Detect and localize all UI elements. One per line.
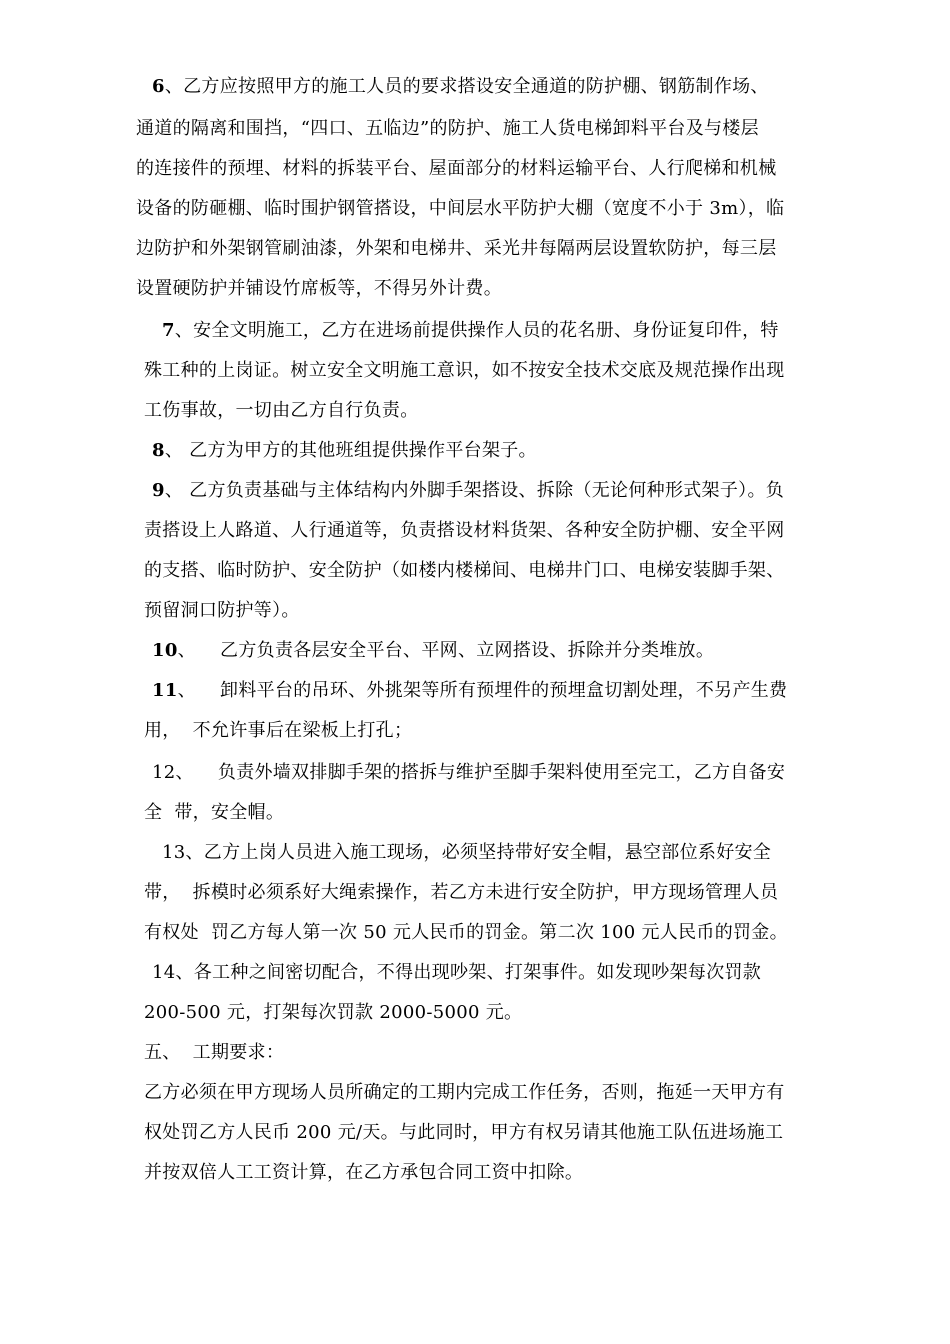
item-7-number: 7 [162, 320, 175, 341]
item-6-line-2: 通道的隔离和围挡，“四口、五临边”的防护、施工人货电梯卸料平台及与楼层 [136, 118, 759, 139]
section-5-line-3: 并按双倍人工工资计算，在乙方承包合同工资中扣除。 [144, 1162, 584, 1183]
item-8-line-1: 8、 乙方为甲方的其他班组提供操作平台架子。 [152, 440, 537, 461]
item-9-line-4: 预留洞口防护等）。 [144, 600, 300, 621]
item-7-line-3: 工伤事故，一切由乙方自行负责。 [144, 400, 419, 421]
item-7-line-1: 7、安全文明施工，乙方在进场前提供操作人员的花名册、身份证复印件，特 [162, 320, 779, 341]
item-8-number: 8 [152, 440, 165, 461]
item-14-line-2: 200-500 元，打架每次罚款 2000-5000 元。 [144, 1002, 523, 1023]
item-6-line-1: 6、乙方应按照甲方的施工人员的要求搭设安全通道的防护棚、钢筋制作场、 [152, 76, 769, 97]
item-10-number: 10 [152, 640, 178, 661]
item-6-number: 6 [152, 76, 165, 97]
section-5-heading: 五、 工期要求： [144, 1042, 285, 1063]
item-12-line-1: 12、 负责外墙双排脚手架的搭拆与维护至脚手架料使用至完工，乙方自备安 [152, 762, 786, 783]
item-13-line-3: 有权处 罚乙方每人第一次 50 元人民币的罚金。第二次 100 元人民币的罚金。 [144, 922, 788, 943]
item-6-line-4: 设备的防砸棚、临时围护钢管搭设，中间层水平防护大棚（宽度不小于 3m），临 [136, 198, 785, 219]
item-14-line-1: 14、各工种之间密切配合，不得出现吵架、打架事件。如发现吵架每次罚款 [152, 962, 762, 983]
item-11-line-2: 用， 不允许事后在梁板上打孔； [144, 720, 413, 741]
item-11-number: 11 [152, 680, 178, 701]
section-5-line-1: 乙方必须在甲方现场人员所确定的工期内完成工作任务，否则，拖延一天甲方有 [144, 1082, 785, 1103]
item-9-line-2: 责搭设上人路道、人行通道等，负责搭设材料货架、各种安全防护棚、安全平网 [144, 520, 785, 541]
item-9-line-1: 9、 乙方负责基础与主体结构内外脚手架搭设、拆除（无论何种形式架子）。负 [152, 480, 785, 501]
item-11-line-1: 11、 卸料平台的吊环、外挑架等所有预埋件的预埋盒切割处理，不另产生费 [152, 680, 788, 701]
item-6-line-3: 的连接件的预埋、材料的拆装平台、屋面部分的材料运输平台、人行爬梯和机械 [136, 158, 777, 179]
item-9-line-3: 的支搭、临时防护、安全防护（如楼内楼梯间、电梯井门口、电梯安装脚手架、 [144, 560, 785, 581]
section-5-line-2: 权处罚乙方人民币 200 元/天。与此同时，甲方有权另请其他施工队伍进场施工 [144, 1122, 784, 1143]
item-12-line-2: 全 带，安全帽。 [144, 802, 285, 823]
item-6-line-5: 边防护和外架钢管刷油漆，外架和电梯井、采光井每隔两层设置软防护，每三层 [136, 238, 777, 259]
item-7-line-2: 殊工种的上岗证。树立安全文明施工意识，如不按安全技术交底及规范操作出现 [144, 360, 785, 381]
item-13-line-2: 带， 拆模时必须系好大绳索操作，若乙方未进行安全防护，甲方现场管理人员 [144, 882, 779, 903]
item-9-number: 9 [152, 480, 165, 501]
item-6-line-6: 设置硬防护并铺设竹席板等，不得另外计费。 [136, 278, 502, 299]
item-13-line-1: 13、乙方上岗人员进入施工现场，必须坚持带好安全帽，悬空部位系好安全 [162, 842, 772, 863]
item-10-line-1: 10、 乙方负责各层安全平台、平网、立网搭设、拆除并分类堆放。 [152, 640, 715, 661]
